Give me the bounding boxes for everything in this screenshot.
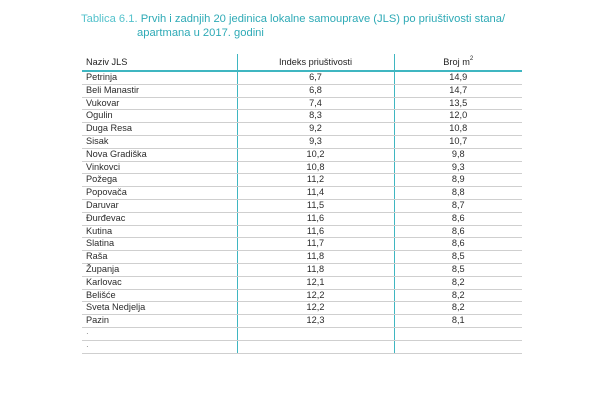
cell-name: Beli Manastir [82, 84, 237, 97]
cell-index: 11,4 [237, 187, 394, 200]
cell-name: Nova Gradiška [82, 148, 237, 161]
table-row [82, 97, 522, 110]
cell-name: Sveta Nedjelja [82, 302, 237, 315]
cell-name: Raša [82, 251, 237, 264]
cell-name: Županja [82, 263, 237, 276]
caption-label: Tablica 6.1. [81, 13, 138, 25]
table-row [82, 302, 522, 315]
caption-title-line1: Prvih i zadnjih 20 jedinica lokalne samouprave (JLS) po priuštivosti stana/ [140, 13, 506, 25]
table-row [82, 199, 522, 212]
cell-name: Požega [82, 174, 237, 187]
cell-name: Đurđevac [82, 212, 237, 225]
empty-cell [237, 340, 394, 353]
cell-sqm: 14,7 [394, 84, 522, 97]
cell-index: 11,8 [237, 263, 394, 276]
affordability-table [82, 54, 522, 354]
cell-sqm: 9,8 [394, 148, 522, 161]
cell-index: 11,8 [237, 251, 394, 264]
cell-index: 9,3 [237, 135, 394, 148]
cell-index: 11,5 [237, 199, 394, 212]
empty-cell [394, 340, 522, 353]
cell-name: Pazin [82, 315, 237, 328]
cell-index: 11,2 [237, 174, 394, 187]
cell-index: 6,8 [237, 84, 394, 97]
table-row-continuation [82, 340, 522, 353]
cell-index: 11,6 [237, 212, 394, 225]
table-row [82, 251, 522, 264]
cell-name: Vukovar [82, 97, 237, 110]
cell-index: 7,4 [237, 97, 394, 110]
cell-sqm: 8,1 [394, 315, 522, 328]
cell-sqm: 14,9 [394, 71, 522, 84]
header-index: Indeks priuštivosti [237, 54, 394, 71]
cell-sqm: 8,6 [394, 225, 522, 238]
header-sqm [394, 54, 522, 71]
table-row [82, 187, 522, 200]
empty-cell [237, 327, 394, 340]
empty-cell [394, 327, 522, 340]
table-row [82, 238, 522, 251]
cell-name: Kutina [82, 225, 237, 238]
cell-index: 12,2 [237, 289, 394, 302]
cell-sqm: 10,7 [394, 135, 522, 148]
cell-index: 10,2 [237, 148, 394, 161]
header-sqm-label: Broj m [443, 57, 470, 67]
cell-sqm: 8,2 [394, 276, 522, 289]
cell-sqm: 8,2 [394, 289, 522, 302]
cell-index: 12,1 [237, 276, 394, 289]
cell-name: Duga Resa [82, 123, 237, 136]
cell-sqm: 8,6 [394, 238, 522, 251]
cell-sqm: 12,0 [394, 110, 522, 123]
cell-name: Vinkovci [82, 161, 237, 174]
cell-sqm: 8,6 [394, 212, 522, 225]
cell-index: 12,2 [237, 302, 394, 315]
table-container [82, 54, 522, 404]
cell-sqm: 8,2 [394, 302, 522, 315]
table-row [82, 148, 522, 161]
table-body [82, 71, 522, 353]
cell-sqm: 9,3 [394, 161, 522, 174]
header-name: Naziv JLS [82, 54, 237, 71]
table-row [82, 225, 522, 238]
continuation-mark: · [82, 327, 237, 340]
table-row [82, 84, 522, 97]
cell-sqm: 8,8 [394, 187, 522, 200]
table-row [82, 71, 522, 84]
cell-name: Ogulin [82, 110, 237, 123]
cell-index: 11,6 [237, 225, 394, 238]
table-header-row [82, 54, 522, 71]
cell-sqm: 13,5 [394, 97, 522, 110]
table-row [82, 276, 522, 289]
cell-index: 12,3 [237, 315, 394, 328]
cell-sqm: 10,8 [394, 123, 522, 136]
cell-sqm: 8,9 [394, 174, 522, 187]
table-row [82, 174, 522, 187]
cell-name: Daruvar [82, 199, 237, 212]
table-row [82, 315, 522, 328]
table-row [82, 161, 522, 174]
header-sqm-sup: 2 [469, 56, 474, 62]
cell-sqm: 8,7 [394, 199, 522, 212]
caption-title-line2: apartmana u 2017. godini [137, 26, 264, 39]
table-row [82, 135, 522, 148]
table-row [82, 212, 522, 225]
cell-sqm: 8,5 [394, 251, 522, 264]
cell-index: 6,7 [237, 71, 394, 84]
table-row [82, 263, 522, 276]
cell-name: Petrinja [82, 71, 237, 84]
table-row [82, 289, 522, 302]
cell-name: Slatina [82, 238, 237, 251]
table-row [82, 110, 522, 123]
table-row-continuation [82, 327, 522, 340]
table-caption [81, 13, 581, 41]
cell-name: Belišće [82, 289, 237, 302]
cell-index: 10,8 [237, 161, 394, 174]
cell-name: Karlovac [82, 276, 237, 289]
continuation-mark: · [82, 340, 237, 353]
cell-name: Sisak [82, 135, 237, 148]
cell-index: 11,7 [237, 238, 394, 251]
cell-sqm: 8,5 [394, 263, 522, 276]
cell-index: 9,2 [237, 123, 394, 136]
cell-name: Popovača [82, 187, 237, 200]
cell-index: 8,3 [237, 110, 394, 123]
table-row [82, 123, 522, 136]
